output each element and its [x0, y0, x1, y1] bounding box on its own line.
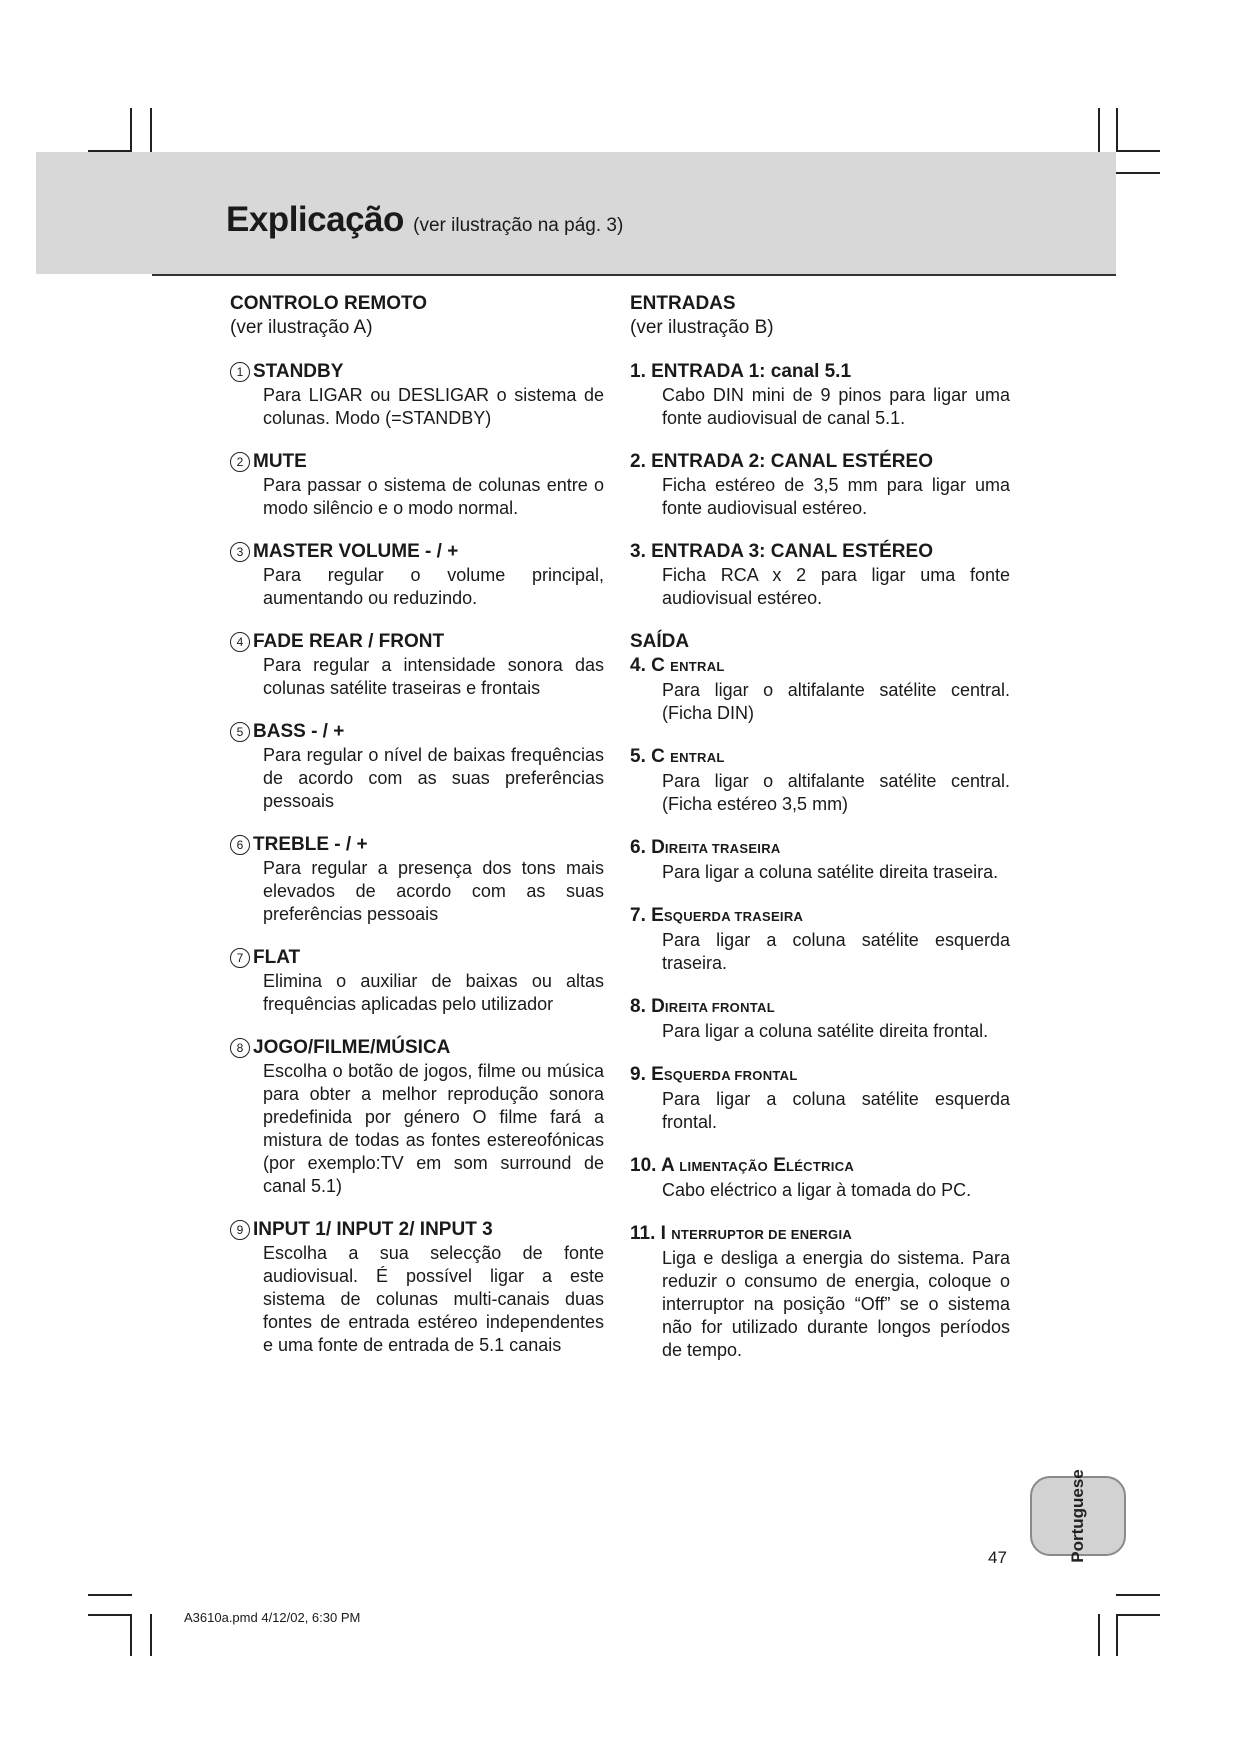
- item-title: [230, 1218, 604, 1242]
- item-description: Ficha RCA x 2 para ligar uma fonte audiovisual estéreo.: [662, 565, 1010, 608]
- crop-mark: [130, 108, 132, 152]
- footer-file-info: A3610a.pmd 4/12/02, 6:30 PM: [184, 1610, 361, 1625]
- remote-item-master-volume: [230, 540, 604, 610]
- item-title: [630, 1154, 1010, 1179]
- output-item-4: [630, 654, 1010, 725]
- output-item-8: [630, 995, 1010, 1043]
- item-description: Cabo DIN mini de 9 pinos para ligar uma fonte audiovisual de canal 5.1.: [662, 385, 1010, 428]
- crop-mark: [1116, 1594, 1160, 1596]
- section-subheading-inputs: (ver ilustração B): [630, 317, 774, 338]
- item-label: IREITA TRASEIRA: [664, 841, 781, 856]
- right-column: [630, 292, 1010, 1382]
- item-title: 1. ENTRADA 1: canal 5.1: [630, 361, 852, 382]
- remote-item-game-movie-music: [230, 1036, 604, 1198]
- page-title: [226, 200, 623, 240]
- title-subtitle: (ver ilustração na pág. 3): [413, 215, 624, 236]
- item-label: SQUERDA FRONTAL: [663, 1068, 798, 1083]
- item-number: 7.: [630, 905, 646, 926]
- number-circle: 5: [230, 722, 250, 742]
- item-title: [230, 360, 604, 384]
- item-description: Para ligar a coluna satélite esquerda traseira.: [662, 930, 1010, 973]
- item-number: 4. C: [630, 655, 665, 676]
- header-rule: [152, 274, 1116, 276]
- section-heading-remote: CONTROLO REMOTO: [230, 293, 428, 314]
- item-title: [230, 833, 604, 857]
- item-title: [630, 836, 1010, 861]
- item-description: Para regular a intensidade sonora das colunas satélite traseiras e frontais: [263, 655, 604, 698]
- left-column: [230, 292, 604, 1377]
- item-label-initial: D: [651, 837, 665, 858]
- crop-mark: [150, 108, 152, 152]
- language-tab-label: Portuguese: [1068, 1469, 1087, 1563]
- crop-mark: [1098, 1614, 1100, 1656]
- item-title-text: MUTE: [253, 451, 307, 472]
- crop-mark: [150, 1614, 152, 1656]
- item-title: [230, 720, 604, 744]
- item-description: Para regular a presença dos tons mais elevados de acordo com as suas preferências pessoais: [263, 858, 604, 924]
- output-item-7: [630, 904, 1010, 975]
- number-circle: 6: [230, 835, 250, 855]
- item-label-initial: D: [651, 996, 665, 1017]
- item-title-text: STANDBY: [253, 361, 344, 382]
- input-item-1: [630, 360, 1010, 430]
- item-title: [630, 1063, 1010, 1088]
- item-label: LÉCTRICA: [785, 1159, 855, 1174]
- number-circle: 4: [230, 632, 250, 652]
- item-description: Cabo eléctrico a ligar à tomada do PC.: [662, 1180, 972, 1200]
- remote-item-flat: [230, 946, 604, 1016]
- item-title-text: FADE REAR / FRONT: [253, 631, 445, 652]
- item-description: Liga e desliga a energia do sistema. Para reduzir o consumo de energia, coloque o interruptor na posição “Off” se o sistema não for utilizado durante longos períodos de tempo.: [662, 1248, 1010, 1360]
- item-label: LIMENTAÇÃO: [679, 1159, 768, 1174]
- item-title: [630, 745, 1010, 770]
- crop-mark: [1116, 172, 1160, 174]
- item-title-text: TREBLE - / +: [253, 834, 368, 855]
- input-item-3: [630, 540, 1010, 610]
- item-description: Ficha estéreo de 3,5 mm para ligar uma fonte audiovisual estéreo.: [662, 475, 1010, 518]
- crop-mark: [1116, 108, 1118, 152]
- section-heading-output: SAÍDA: [630, 631, 690, 652]
- section-heading-inputs: ENTRADAS: [630, 293, 736, 314]
- item-title: [230, 1036, 604, 1060]
- crop-mark: [130, 1614, 132, 1656]
- item-label-initial: E: [651, 1064, 664, 1085]
- item-title: [230, 450, 604, 474]
- language-tab: [1030, 1469, 1126, 1563]
- item-title: [230, 946, 604, 970]
- item-title-text: MASTER VOLUME - / +: [253, 541, 459, 562]
- item-title: 2. ENTRADA 2: CANAL ESTÉREO: [630, 451, 933, 472]
- item-description: Elimina o auxiliar de baixas ou altas frequências aplicadas pelo utilizador: [263, 971, 604, 1014]
- item-label: NTERRUPTOR DE ENERGIA: [671, 1227, 853, 1242]
- item-number: 5. C: [630, 746, 665, 767]
- crop-mark: [88, 1594, 132, 1596]
- item-description: Para ligar a coluna satélite esquerda frontal.: [662, 1089, 1010, 1132]
- item-description: Para regular o volume principal, aumentando ou reduzindo.: [263, 565, 604, 608]
- item-number: 10. A: [630, 1155, 675, 1176]
- crop-mark: [88, 1614, 132, 1616]
- item-description: Para passar o sistema de colunas entre o modo silêncio e o modo normal.: [263, 475, 604, 518]
- number-circle: 2: [230, 452, 250, 472]
- output-item-5: [630, 745, 1010, 816]
- item-title-text: JOGO/FILME/MÚSICA: [253, 1037, 451, 1058]
- item-description: Para LIGAR ou DESLIGAR o sistema de colunas. Modo (=STANDBY): [263, 385, 604, 428]
- remote-item-standby: [230, 360, 604, 430]
- item-label: SQUERDA TRASEIRA: [663, 909, 804, 924]
- crop-mark: [1116, 1614, 1118, 1656]
- item-description: Para ligar a coluna satélite direita frontal.: [662, 1021, 989, 1041]
- number-circle: 9: [230, 1220, 250, 1240]
- item-description: Para ligar o altifalante satélite central. (Ficha DIN): [662, 680, 1010, 723]
- item-label-initial: E: [651, 905, 664, 926]
- title-text: Explicação: [226, 200, 404, 239]
- number-circle: 7: [230, 948, 250, 968]
- output-item-10: [630, 1154, 1010, 1202]
- item-title: [630, 1222, 1010, 1247]
- crop-mark: [1116, 1614, 1160, 1616]
- remote-item-input: [230, 1218, 604, 1357]
- item-title: [230, 540, 604, 564]
- item-title-text: INPUT 1/ INPUT 2/ INPUT 3: [253, 1219, 493, 1240]
- page-number: 47: [988, 1548, 1007, 1567]
- item-title: [630, 654, 1010, 679]
- number-circle: 1: [230, 362, 250, 382]
- item-description: Para ligar a coluna satélite direita traseira.: [662, 862, 999, 882]
- crop-mark: [1116, 150, 1160, 152]
- item-label-initial: E: [773, 1155, 786, 1176]
- item-title: [630, 995, 1010, 1020]
- remote-item-treble: [230, 833, 604, 926]
- input-item-2: [630, 450, 1010, 520]
- item-title: 3. ENTRADA 3: CANAL ESTÉREO: [630, 541, 933, 562]
- item-description: Para regular o nível de baixas frequências de acordo com as suas preferências pessoais: [263, 745, 604, 811]
- remote-item-fade: [230, 630, 604, 700]
- item-label: ENTRAL: [670, 750, 725, 765]
- remote-item-mute: [230, 450, 604, 520]
- item-number: 11. I: [630, 1223, 666, 1244]
- item-title-text: FLAT: [253, 947, 301, 968]
- item-label: ENTRAL: [670, 659, 725, 674]
- output-item-6: [630, 836, 1010, 884]
- item-label: IREITA FRONTAL: [664, 1000, 775, 1015]
- remote-item-bass: [230, 720, 604, 813]
- item-description: Escolha o botão de jogos, filme ou música para obter a melhor reprodução sonora predefinida por género O filme fará a mistura de todas as fontes estereofónicas (por exemplo:TV em som surround de canal 5.1): [263, 1061, 604, 1196]
- output-item-11: [630, 1222, 1010, 1362]
- item-number: 8.: [630, 996, 646, 1017]
- section-subheading-remote: (ver ilustração A): [230, 317, 373, 338]
- crop-mark: [1098, 108, 1100, 152]
- item-description: Escolha a sua selecção de fonte audiovisual. É possível ligar a este sistema de colunas multi-canais duas fontes de entrada estéreo independentes e uma fonte de entrada de 5.1 canais: [263, 1243, 604, 1355]
- output-item-9: [630, 1063, 1010, 1134]
- item-title: [230, 630, 604, 654]
- item-title: [630, 904, 1010, 929]
- number-circle: 3: [230, 542, 250, 562]
- item-number: 9.: [630, 1064, 646, 1085]
- item-number: 6.: [630, 837, 646, 858]
- number-circle: 8: [230, 1038, 250, 1058]
- item-description: Para ligar o altifalante satélite central. (Ficha estéreo 3,5 mm): [662, 771, 1010, 814]
- item-title-text: BASS - / +: [253, 721, 345, 742]
